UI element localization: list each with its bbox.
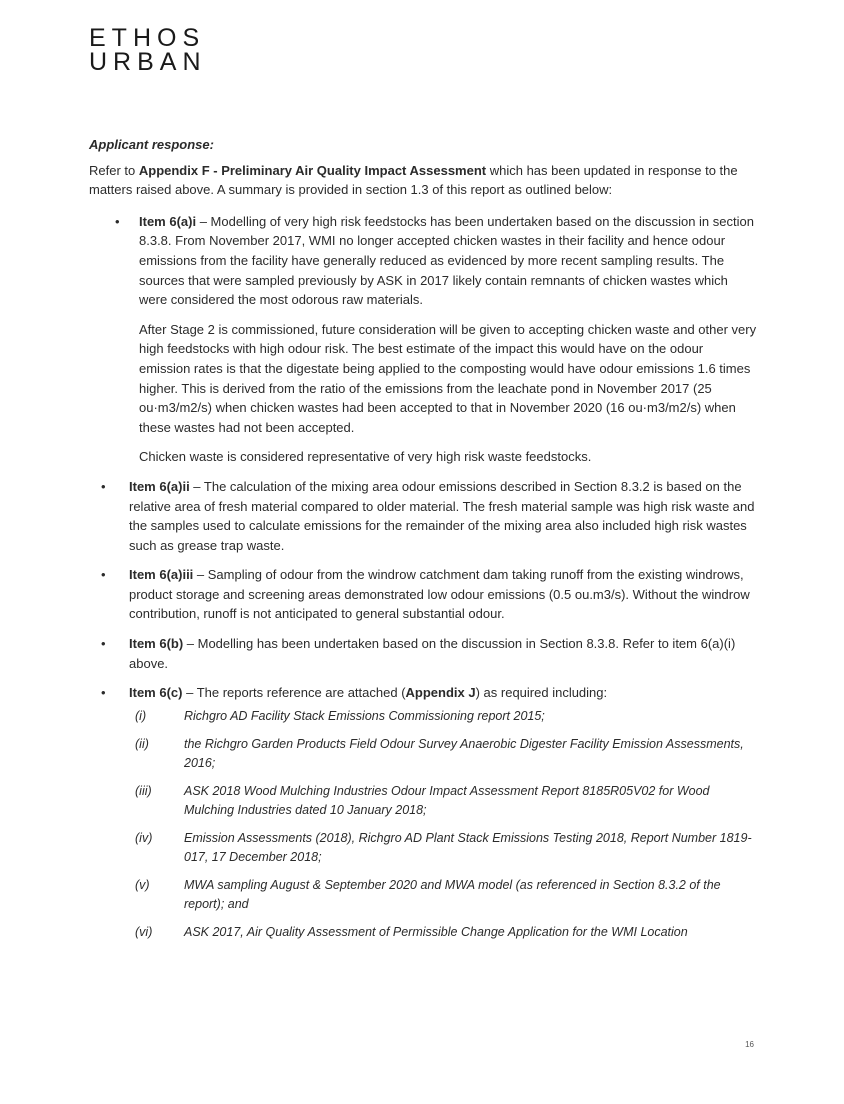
section-heading: Applicant response: — [89, 137, 214, 152]
intro-pre: Refer to — [89, 162, 139, 178]
item-label: Item 6(c) — [129, 685, 183, 701]
intro-appendix-ref: Appendix F - Preliminary Air Quality Impact Assessment — [138, 162, 487, 178]
reference-text: Richgro AD Facility Stack Emissions Commissioning report 2015; — [184, 708, 545, 723]
ethos-urban-logo — [89, 26, 207, 74]
page-number: 16 — [745, 1040, 754, 1049]
reference-text: ASK 2017, Air Quality Assessment of Permissible Change Application for the WMI Location — [184, 925, 688, 940]
list-item-6aiii — [89, 565, 757, 624]
list-item-6b — [89, 634, 757, 673]
item-text-pre: – The reports reference are attached ( — [182, 685, 406, 701]
item-6ai-paragraph-3: Chicken waste is considered representative of very high risk waste feedstocks. — [139, 449, 592, 465]
logo-line-1: ETHOS — [89, 24, 206, 52]
logo-line-2: URBAN — [89, 48, 207, 76]
item-6b-paragraph — [129, 634, 757, 673]
document-body — [89, 135, 757, 952]
list-item-6aii — [89, 477, 757, 555]
item-label: Item 6(a)i — [139, 213, 197, 229]
reference-text: Emission Assessments (2018), Richgro AD Plant Stack Emissions Testing 2018, Report Number 1819-017, 17 December 2018; — [184, 831, 752, 864]
reference-number: (ii) — [135, 737, 149, 752]
reference-number: (vi) — [135, 925, 153, 940]
reference-item — [127, 923, 757, 942]
reference-number: (iii) — [135, 784, 152, 799]
reference-item — [127, 735, 757, 772]
reference-item — [127, 829, 757, 866]
reference-text: MWA sampling August & September 2020 and MWA model (as referenced in Section 8.3.2 of the report); and — [184, 878, 721, 911]
bullet-icon: • — [101, 567, 106, 583]
item-6ai-paragraph-2: After Stage 2 is commissioned, future consideration will be given to accepting chicken waste and other very high feedstocks with high odour risk. The best estimate of the impact this would have on the odour emission rates is that the digestate being applied to the composting would have odour emissions 1.6 times higher. This is derived from the ratio of the emissions from the leachate pond in November 2017 (25 ou·m3/m2/s) when chicken wastes had been accepted to that in November 2020 (16 ou·m3/m2/s) when these wastes had not been accepted. — [139, 321, 757, 435]
response-list — [89, 212, 757, 942]
reference-item — [127, 707, 757, 726]
list-item-6c — [89, 683, 757, 942]
bullet-icon: • — [101, 636, 106, 652]
appendix-j-ref: Appendix J — [405, 685, 476, 701]
reference-number: (i) — [135, 708, 147, 723]
item-text: – Modelling of very high risk feedstocks has been undertaken based on the discussion in section 8.3.8. From November 2017, WMI no longer accepted chicken wastes in their facility and hence odour emissions from the facility have generally reduced as evidenced by more recent sampling results. The sources that were sampled previously by ASK in 2017 likely contain remnants of chicken wastes which were considered the most odorous raw materials. — [139, 213, 754, 308]
reference-item — [127, 782, 757, 819]
reference-item — [127, 876, 757, 913]
item-6aiii-paragraph — [129, 565, 757, 624]
bullet-icon: • — [115, 213, 120, 229]
list-item-6ai — [89, 212, 757, 467]
item-text: – Sampling of odour from the windrow catchment dam taking runoff from the existing windrows, product storage and screening areas demonstrated low odour emissions (0.5 ou.m3/s). Without the windrow contribution, runoff is not anticipated to general substantial odour. — [129, 567, 750, 622]
item-label: Item 6(a)iii — [129, 567, 194, 583]
item-text: – The calculation of the mixing area odour emissions described in Section 8.3.2 is based on the relative area of fresh material compared to older material. The fresh material sample was high risk waste and the samples used to calculate emissions for the remainder of the mixing area also included high risk wastes such as grease trap waste. — [129, 478, 755, 553]
reference-list — [129, 707, 757, 942]
item-label: Item 6(b) — [129, 636, 184, 652]
bullet-icon: • — [101, 478, 106, 494]
intro-post: which has been updated in response to the matters raised above. A summary is provided in section 1.3 of this report as outlined below: — [89, 162, 738, 198]
item-6aii-paragraph — [129, 477, 757, 555]
reference-number: (v) — [135, 878, 150, 893]
item-6c-paragraph — [129, 683, 757, 703]
intro-paragraph — [89, 161, 757, 200]
reference-text: the Richgro Garden Products Field Odour Survey Anaerobic Digester Facility Emission Assessments, 2016; — [184, 737, 744, 770]
reference-text: ASK 2018 Wood Mulching Industries Odour Impact Assessment Report 8185R05V02 for Wood Mulching Industries dated 10 January 2018; — [184, 784, 710, 817]
bullet-icon: • — [101, 685, 106, 701]
item-label: Item 6(a)ii — [129, 478, 190, 494]
item-6ai-paragraph — [139, 212, 757, 310]
item-text: – Modelling has been undertaken based on the discussion in Section 8.3.8. Refer to item 6(a)(i) above. — [129, 636, 736, 671]
item-text-post: ) as required including: — [475, 685, 608, 701]
reference-number: (iv) — [135, 831, 153, 846]
